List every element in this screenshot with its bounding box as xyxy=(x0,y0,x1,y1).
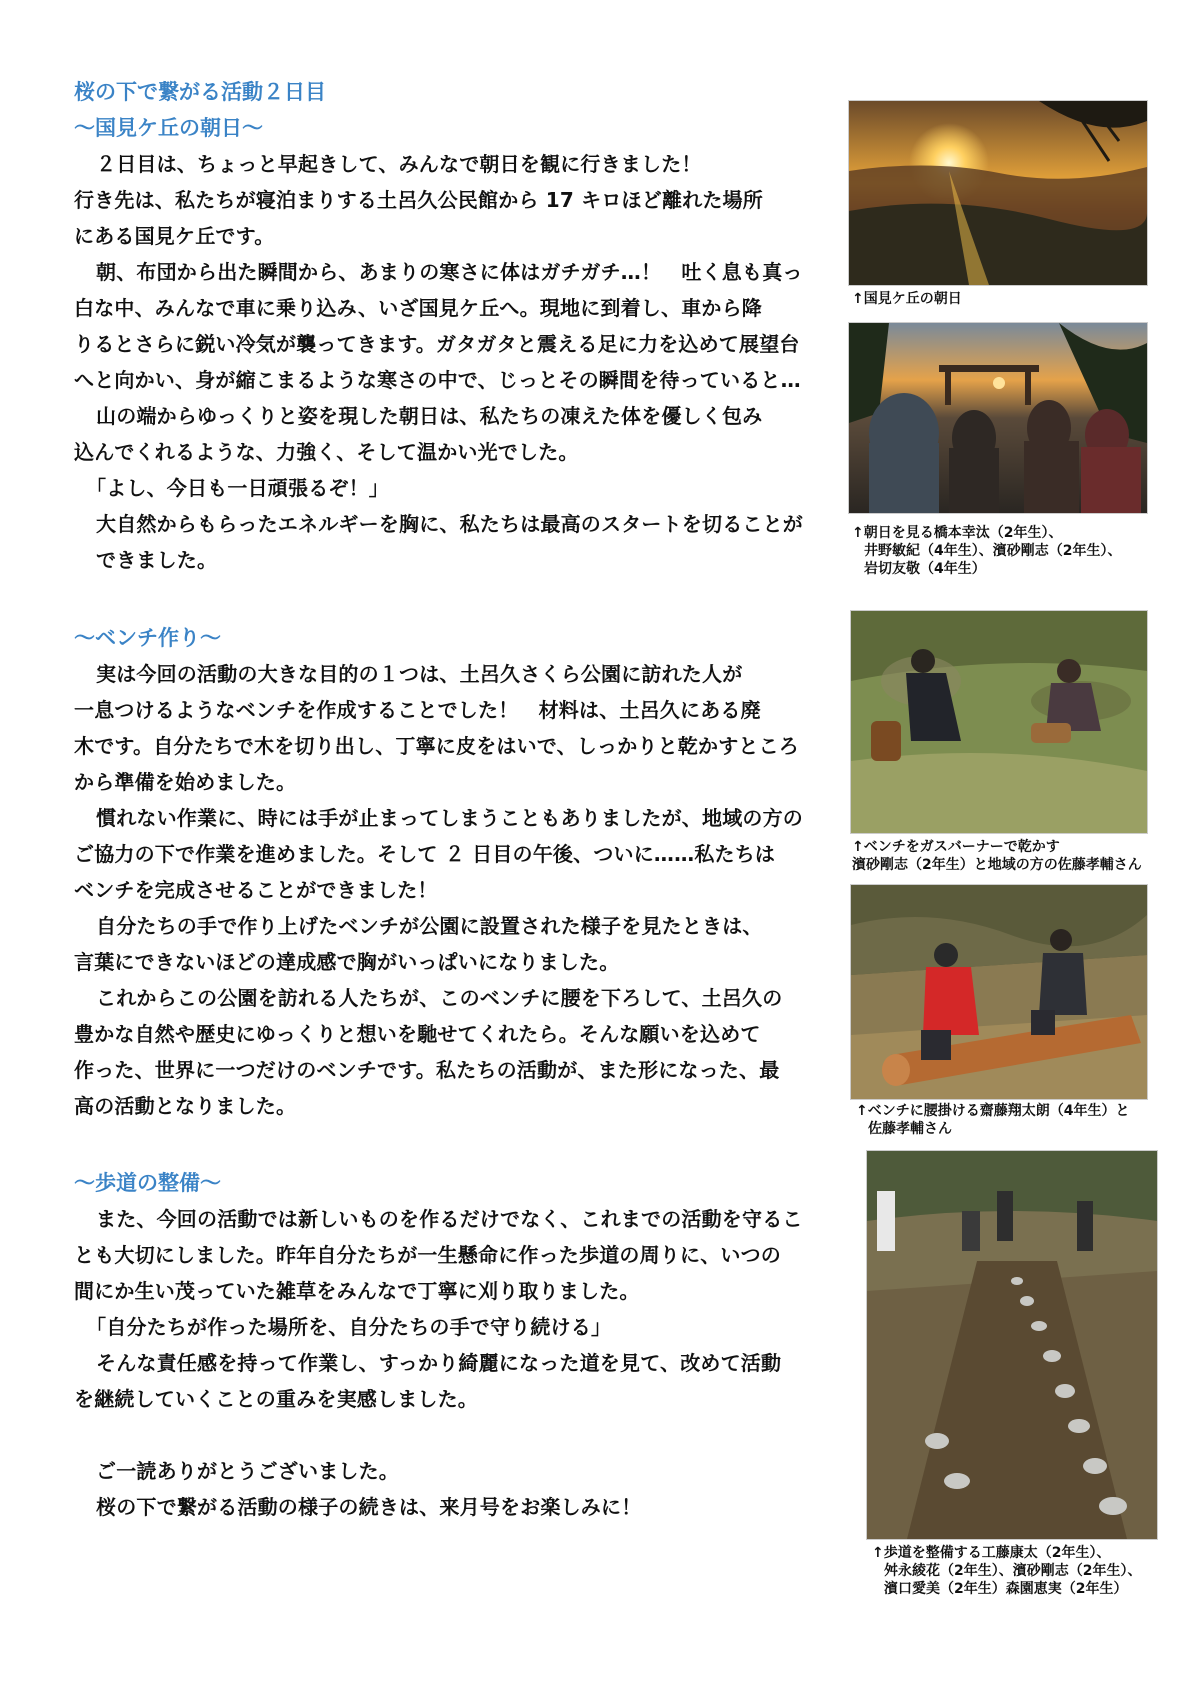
section-heading-path: ～歩道の整備～ xyxy=(74,1171,221,1195)
closing-line: ご一読ありがとうございました。 xyxy=(96,1459,399,1483)
paragraph-line: 実は今回の活動の大きな目的の１つは、土呂久さくら公園に訪れた人が xyxy=(96,662,743,686)
paragraph-line: そんな責任感を持って作業し、すっかり綺麗になった道を見て、改めて活動 xyxy=(96,1351,782,1375)
paragraph-line: また、今回の活動では新しいものを作るだけでなく、これまでの活動を守るこ xyxy=(96,1207,803,1231)
caption-line: 岩切友敬（4年生） xyxy=(864,561,986,577)
paragraph-line: を継続していくことの重みを実感しました。 xyxy=(74,1387,478,1411)
paragraph-line: 行き先は、私たちが寝泊まりする土呂久公民館から 17 キロほど離れた場所 xyxy=(74,188,763,212)
caption-line: ↑国見ケ丘の朝日 xyxy=(852,291,962,307)
paragraph-line: 木です。自分たちで木を切り出し、丁寧に皮をはいで、しっかりと乾かすところ xyxy=(74,734,799,758)
paragraph-line: 高の活動となりました。 xyxy=(74,1094,297,1118)
caption-line: 佐藤孝輔さん xyxy=(868,1121,952,1137)
caption-line: 舛永綾花（2年生）、濱砂剛志（2年生）、 xyxy=(884,1563,1142,1579)
caption-line: ↑ベンチをガスバーナーで乾かす xyxy=(852,839,1060,855)
photo-bench-sitting xyxy=(850,884,1148,1100)
blank-line xyxy=(74,1417,864,1453)
paragraph-line: これからこの公園を訪れる人たちが、このベンチに腰を下ろして、土呂久の xyxy=(96,986,783,1010)
paragraph-line: ベンチを完成させることができました！ xyxy=(74,878,438,902)
paragraph-line: 朝、布団から出た瞬間から、あまりの寒さに体はガチガチ…！ 吐く息も真っ xyxy=(96,260,803,284)
photo-path-maintenance xyxy=(866,1150,1158,1540)
photo-bench-drying xyxy=(850,610,1148,834)
paragraph-line: 間にか生い茂っていた雑草をみんなで丁寧に刈り取りました。 xyxy=(74,1279,640,1303)
paragraph-line: 白な中、みんなで車に乗り込み、いざ国見ケ丘へ。現地に到着し、車から降 xyxy=(74,296,762,320)
section-path xyxy=(74,1165,864,1525)
paragraph-line: とも大切にしました。昨年自分たちが一生懸命に作った歩道の周りに、いつの xyxy=(74,1243,781,1267)
paragraph-line: 慣れない作業に、時には手が止まってしまうこともありましたが、地域の方の xyxy=(96,806,803,830)
paragraph-line: 山の端からゆっくりと姿を現した朝日は、私たちの凍えた体を優しく包み xyxy=(96,404,763,428)
caption-line: ↑朝日を見る橋本幸汰（2年生）、 xyxy=(852,525,1063,541)
paragraph-line: できました。 xyxy=(96,548,218,572)
paragraph-line: 自分たちの手で作り上げたベンチが公園に設置された様子を見たときは、 xyxy=(96,914,763,938)
caption-photo-sunrise xyxy=(852,290,962,308)
paragraph-line: 一息つけるようなベンチを作成することでした！ 材料は、土呂久にある廃 xyxy=(74,698,761,722)
caption-line: 濱口愛美（2年生）森園恵実（2年生） xyxy=(884,1581,1128,1597)
page-title: 桜の下で繋がる活動２日目 xyxy=(74,80,326,104)
caption-line: ↑ベンチに腰掛ける齋藤翔太朗（4年生）と xyxy=(856,1103,1130,1119)
photo-sunrise-watchers xyxy=(848,322,1148,514)
paragraph-line: 言葉にできないほどの達成感で胸がいっぱいになりました。 xyxy=(74,950,620,974)
quote-line: 「自分たちが作った場所を、自分たちの手で守り続ける」 xyxy=(86,1315,612,1339)
caption-line: 濱砂剛志（2年生）と地域の方の佐藤孝輔さん xyxy=(852,857,1142,873)
closing-line: 桜の下で繋がる活動の様子の続きは、来月号をお楽しみに！ xyxy=(96,1495,642,1519)
caption-photo-bench-drying xyxy=(852,838,1142,874)
section-heading-sunrise: ～国見ケ丘の朝日～ xyxy=(74,116,263,140)
paragraph-line: ２日目は、ちょっと早起きして、みんなで朝日を観に行きました！ xyxy=(96,152,702,176)
caption-line: ↑歩道を整備する工藤康太（2年生）、 xyxy=(872,1545,1111,1561)
paragraph-line: りるとさらに鋭い冷気が襲ってきます。ガタガタと震える足に力を込めて展望台 xyxy=(74,332,800,356)
paragraph-line: へと向かい、身が縮こまるような寒さの中で、じっとその瞬間を待っていると… xyxy=(74,368,801,392)
caption-photo-bench-sitting xyxy=(856,1102,1129,1138)
paragraph-line: から準備を始めました。 xyxy=(74,770,297,794)
paragraph-line: 大自然からもらったエネルギーを胸に、私たちは最高のスタートを切ることが xyxy=(96,512,803,536)
caption-photo-sunrise-watchers xyxy=(852,524,1121,578)
quote-line: 「よし、今日も一日頑張るぞ！」 xyxy=(86,476,389,500)
section-heading-bench: ～ベンチ作り～ xyxy=(74,626,221,650)
paragraph-line: にある国見ケ丘です。 xyxy=(74,224,275,248)
paragraph-line: 豊かな自然や歴史にゆっくりと想いを馳せてくれたら。そんな願いを込めて xyxy=(74,1022,761,1046)
photo-sunrise xyxy=(848,100,1148,286)
paragraph-line: 作った、世界に一つだけのベンチです。私たちの活動が、また形になった、最 xyxy=(74,1058,780,1082)
section-bench xyxy=(74,620,864,1124)
caption-line: 井野敏紀（4年生）、濱砂剛志（2年生）、 xyxy=(864,543,1122,559)
paragraph-line: 込んでくれるような、力強く、そして温かい光でした。 xyxy=(74,440,579,464)
section-sunrise xyxy=(74,74,864,578)
paragraph-line: ご協力の下で作業を進めました。そして ２ 日目の午後、ついに……私たちは xyxy=(74,842,776,866)
caption-photo-path-maintenance xyxy=(872,1544,1141,1598)
